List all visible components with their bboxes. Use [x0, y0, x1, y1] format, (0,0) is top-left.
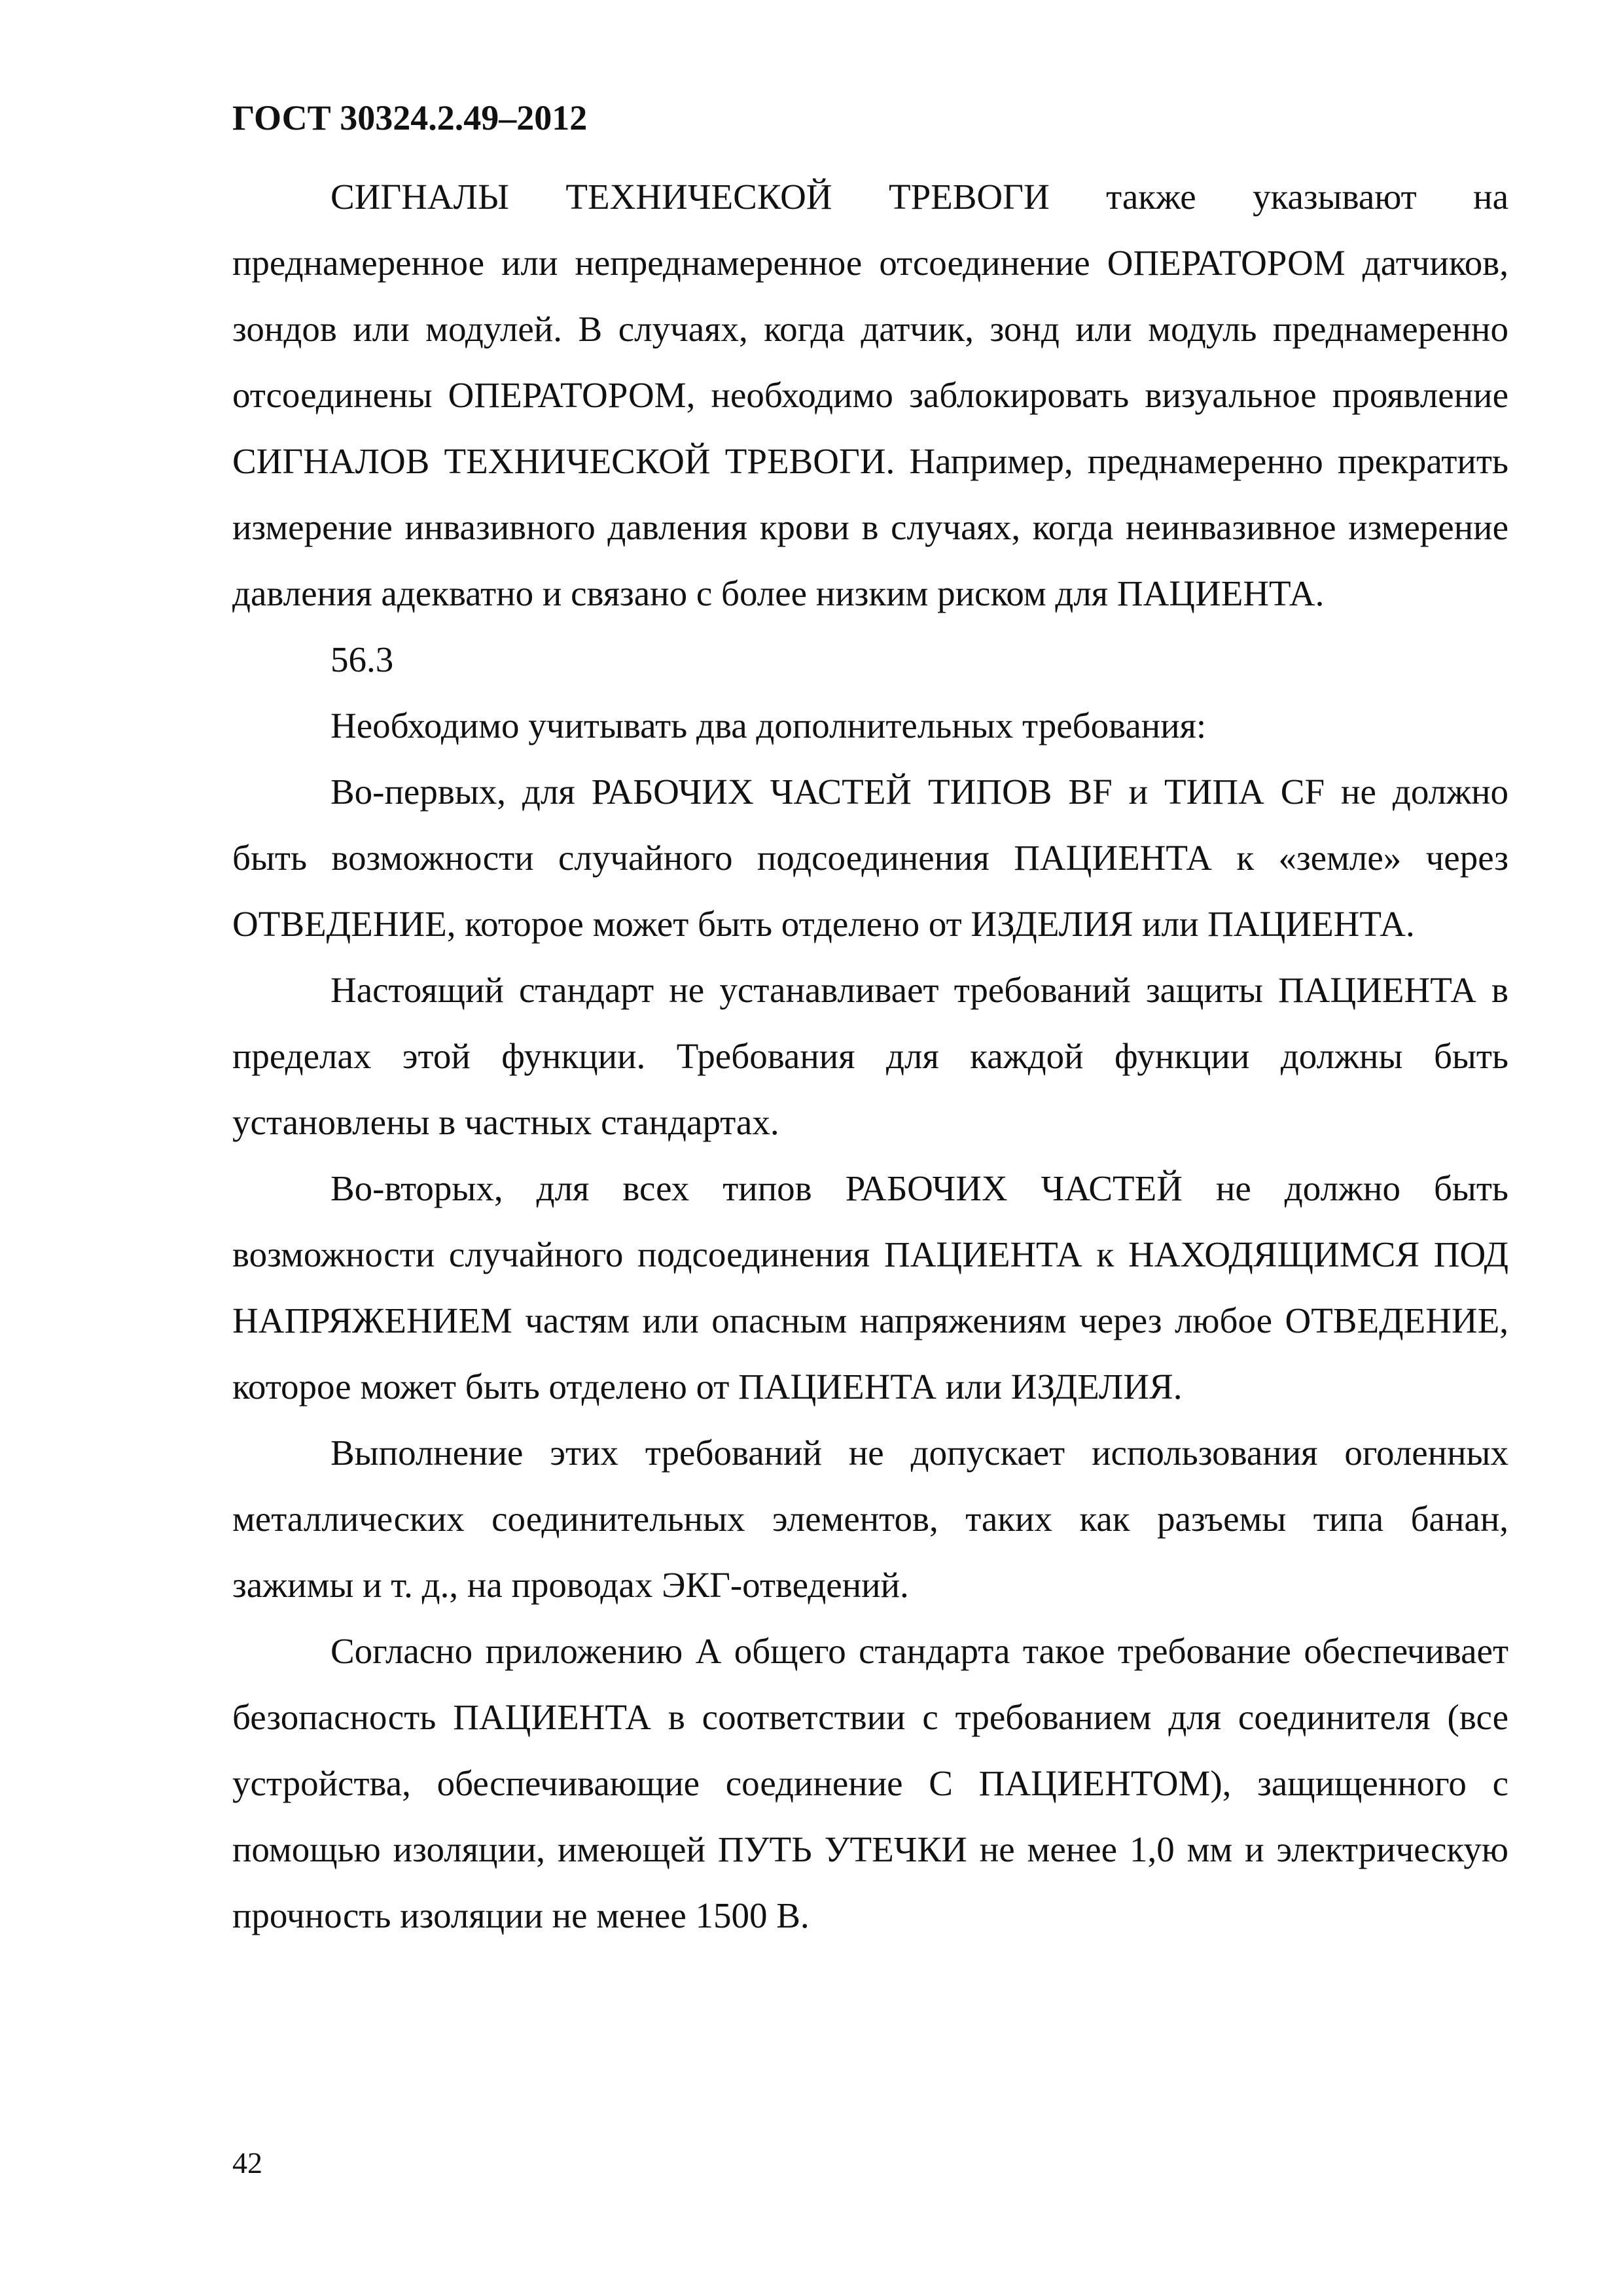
section-number: 56.3	[330, 639, 394, 679]
page-number: 42	[232, 2146, 262, 2179]
paragraph-standard-scope: Настоящий стандарт не устанавливает требований защиты ПАЦИЕНТА в пределах этой функции. Требования для каждой функции должны быть установлены в частных стандартах.	[232, 970, 1508, 1142]
paragraph-first-requirement: Во-первых, для РАБОЧИХ ЧАСТЕЙ ТИПОВ BF и ТИПА CF не должно быть возможности случайного подсоединения ПАЦИЕНТА к «земле» через ОТВЕДЕНИЕ, которое может быть отделено от ИЗДЕЛИЯ или ПАЦИЕНТА.	[232, 772, 1508, 944]
paragraph-requirements-intro: Необходимо учитывать два дополнительных требования:	[330, 706, 1207, 745]
paragraph-annex-a: Согласно приложению А общего стандарта такое требование обеспечивает безопасность ПАЦИЕНТА в соответствии с требованием для соединителя (все устройства, обеспечивающие соединение С ПАЦИЕНТОМ), защищенного с помощью изоляции, имеющей ПУТЬ УТЕЧКИ не менее 1,0 мм и электрическую прочность изоляции не менее 1500 В.	[232, 1631, 1508, 1935]
paragraph-technical-alarm: СИГНАЛЫ ТЕХНИЧЕСКОЙ ТРЕВОГИ также указывают на преднамеренное или непреднамеренное отсоединение ОПЕРАТОРОМ датчиков, зондов или модулей. В случаях, когда датчик, зонд или модуль преднамеренно отсоединены ОПЕРАТОРОМ, необходимо заблокировать визуальное проявление СИГНАЛОВ ТЕХНИЧЕСКОЙ ТРЕВОГИ. Например, преднамеренно прекратить измерение инвазивного давления крови в случаях, когда неинвазивное измерение давления адекватно и связано с более низким риском для ПАЦИЕНТА.	[232, 177, 1508, 613]
document-body	[232, 164, 1508, 1948]
paragraph-second-requirement: Во-вторых, для всех типов РАБОЧИХ ЧАСТЕЙ не должно быть возможности случайного подсоединения ПАЦИЕНТА к НАХОДЯЩИМСЯ ПОД НАПРЯЖЕНИЕМ частям или опасным напряжениям через любое ОТВЕДЕНИЕ, которое может быть отделено от ПАЦИЕНТА или ИЗДЕЛИЯ.	[232, 1168, 1508, 1407]
document-header: ГОСТ 30324.2.49–2012	[232, 98, 588, 137]
paragraph-bare-connectors: Выполнение этих требований не допускает использования оголенных металлических соединительных элементов, таких как разъемы типа банан, зажимы и т. д., на проводах ЭКГ-отведений.	[232, 1433, 1508, 1605]
